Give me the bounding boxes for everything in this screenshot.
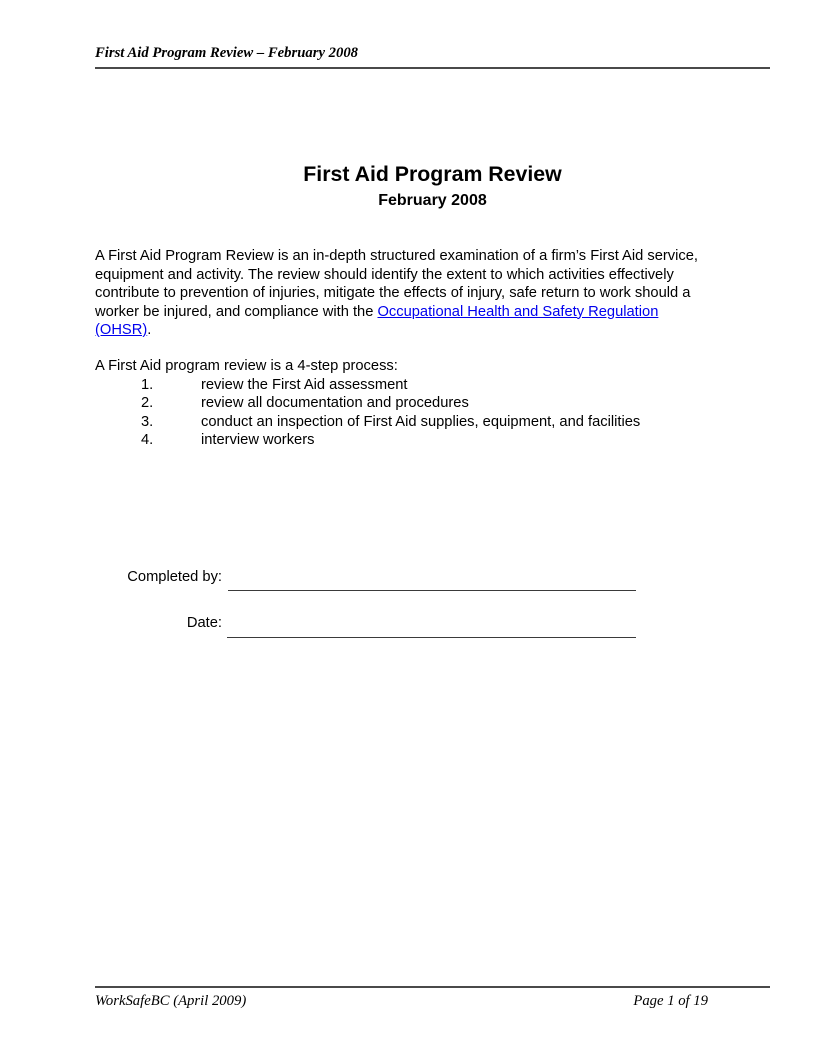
page-header-text: First Aid Program Review – February 2008 (95, 45, 359, 61)
intro-line-4-text: worker be injured, and compliance with the (95, 303, 378, 320)
document-title: First Aid Program Review (303, 162, 562, 186)
intro-line-2: equipment and activity. The review should identify the extent to which activities effectively (95, 266, 674, 283)
list-item-number: 3. (141, 413, 154, 430)
intro-line-1: A First Aid Program Review is an in-depth structured examination of a firm’s First Aid service, (95, 248, 698, 264)
list-item (95, 431, 785, 450)
list-item-text: interview workers (201, 432, 315, 448)
intro-line-5-period: . (147, 322, 152, 338)
ohsr-link-part-2[interactable]: (OHSR) (95, 322, 148, 338)
list-item (95, 413, 785, 432)
page-header (95, 45, 770, 69)
document-subtitle: February 2008 (378, 192, 487, 209)
list-item-number: 4. (141, 432, 154, 448)
page-footer (95, 986, 770, 1010)
process-section (95, 357, 785, 450)
intro-line-5 (95, 321, 785, 340)
list-item (95, 394, 785, 413)
ohsr-link-part-1[interactable]: Occupational Health and Safety Regulation (377, 303, 659, 320)
list-item (95, 376, 785, 395)
list-item-text: conduct an inspection of First Aid supplies, equipment, and facilities (201, 413, 641, 430)
intro-line-4 (95, 303, 785, 322)
completed-by-blank-field[interactable] (228, 590, 636, 591)
process-heading: A First Aid program review is a 4-step process: (95, 358, 398, 374)
list-item-text: review the First Aid assessment (201, 376, 408, 393)
title-block (95, 162, 770, 210)
list-item-text: review all documentation and procedures (201, 395, 469, 411)
footer-source-text: WorkSafeBC (April 2009) (95, 993, 247, 1009)
list-item-number: 1. (141, 376, 154, 393)
footer-page-number: Page 1 of 19 (633, 993, 708, 1009)
intro-line-3: contribute to prevention of injuries, mitigate the effects of injury, safe return to work should a (95, 285, 691, 301)
date-label: Date: (186, 615, 222, 631)
list-item-number: 2. (141, 395, 154, 411)
date-blank-field[interactable] (227, 637, 636, 638)
intro-paragraph (95, 247, 785, 340)
completed-by-label: Completed by: (127, 569, 222, 585)
